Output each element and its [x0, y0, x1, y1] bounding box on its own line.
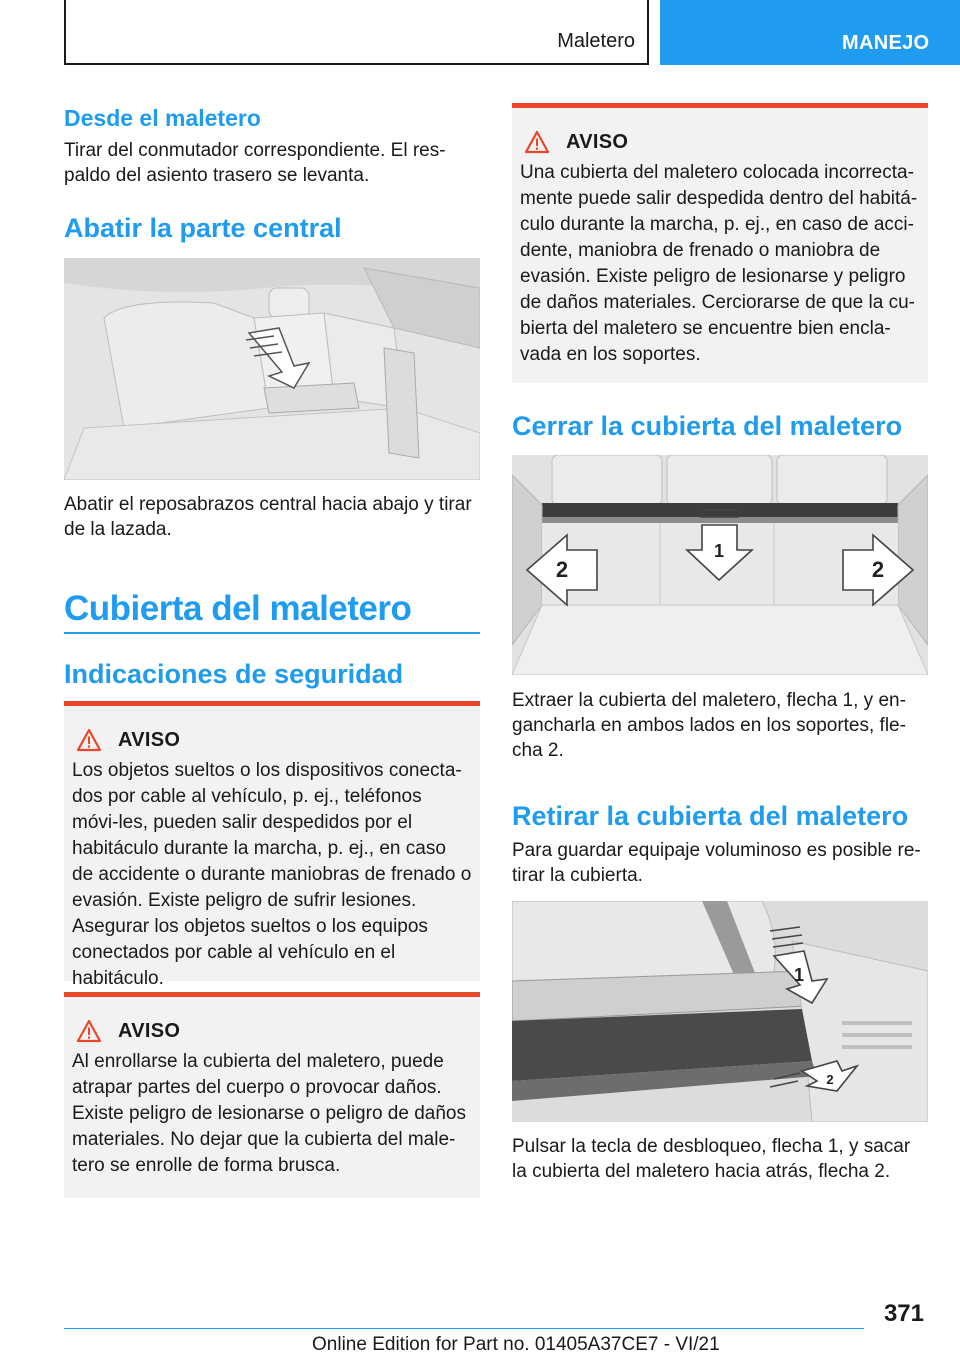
- footer-edition: Online Edition for Part no. 01405A37CE7 - VI/21: [312, 1334, 720, 1355]
- warning-triangle-icon: [76, 1019, 102, 1043]
- text-retirar-cubierta: Para guardar equipaje voluminoso es posible re-tirar la cubierta.: [512, 840, 921, 886]
- header-section-box: [64, 0, 649, 65]
- page-number: 371: [883, 1300, 924, 1327]
- footer-rule: [64, 1328, 864, 1329]
- warning-box-cubierta-incorrecta: [512, 103, 928, 383]
- warning-text: Los objetos sueltos o los dispositivos conecta-dos por cable al vehículo, p. ej., teléfonos móvi-les, pueden salir despedidos por el habitáculo durante la marcha, p. ej., en caso de accidente o durante maniobras de frenado o evasión. Existe peligro de sufrir lesiones. Asegurar los objetos sueltos o los equipos conectados por cable al vehículo en el habitáculo.: [72, 760, 472, 989]
- caption-retirar-cubierta: Pulsar la tecla de desbloqueo, flecha 1, y sacar la cubierta del maletero hacia atrás, flecha 2.: [512, 1136, 911, 1182]
- heading-retirar-cubierta: Retirar la cubierta del maletero: [512, 801, 909, 831]
- warning-text: Una cubierta del maletero colocada incorrecta-mente puede salir despedida dentro del habitá-culo durante la marcha, p. ej., en caso de acci-dente, maniobra de frenado o maniobra de evasión. Existe peligro de lesionarse y peligro de daños materiales. Cerciorarse de que la cu-bierta del maletero se encuentre bien encla-vada en los soportes.: [520, 162, 918, 365]
- warning-text: Al enrollarse la cubierta del maletero, puede atrapar partes del cuerpo o provocar daños. Existe peligro de lesionarse o peligro de daños materiales. No dejar que la cubierta del male-tero se enrolle de forma brusca.: [72, 1051, 466, 1176]
- warning-triangle-icon: [524, 130, 550, 154]
- header-section-title: Maletero: [557, 30, 635, 52]
- warning-triangle-icon: [76, 728, 102, 752]
- figure-close-luggage-cover: [512, 455, 928, 675]
- caption-cerrar-cubierta: Extraer la cubierta del maletero, flecha 1, y en-gancharla en ambos lados en los soportes, fle-cha 2.: [512, 690, 906, 761]
- header-chapter-title: MANEJO: [842, 32, 930, 54]
- arrow-label-1: 1: [713, 541, 725, 561]
- warning-title: AVISO: [566, 130, 629, 153]
- text-desde-maletero: Tirar del conmutador correspondiente. El res-paldo del asiento trasero se levanta.: [64, 140, 446, 186]
- arrow-label-2-left: 2: [555, 557, 569, 582]
- chapter-heading-cubierta: Cubierta del maletero: [64, 589, 412, 628]
- arrow-label-2-right: 2: [871, 557, 885, 582]
- chapter-heading-rule: [64, 632, 480, 634]
- figure-rear-seat-armrest: [64, 258, 480, 480]
- heading-indicaciones-seguridad: Indicaciones de seguridad: [64, 659, 404, 689]
- arrow-label-1: 1: [793, 965, 805, 985]
- arrow-label-2: 2: [826, 1072, 834, 1087]
- header-chapter-tab[interactable]: [660, 0, 960, 65]
- heading-desde-maletero: Desde el maletero: [64, 105, 261, 131]
- heading-cerrar-cubierta: Cerrar la cubierta del maletero: [512, 411, 903, 441]
- warning-title: AVISO: [118, 728, 181, 751]
- heading-abatir-central: Abatir la parte central: [64, 213, 342, 243]
- warning-box-enrollarse: [64, 992, 480, 1198]
- warning-title: AVISO: [118, 1019, 181, 1042]
- caption-abatir-central: Abatir el reposabrazos central hacia abajo y tirar de la lazada.: [64, 494, 472, 540]
- warning-box-objetos-sueltos: [64, 701, 480, 989]
- figure-remove-luggage-cover: [512, 901, 928, 1122]
